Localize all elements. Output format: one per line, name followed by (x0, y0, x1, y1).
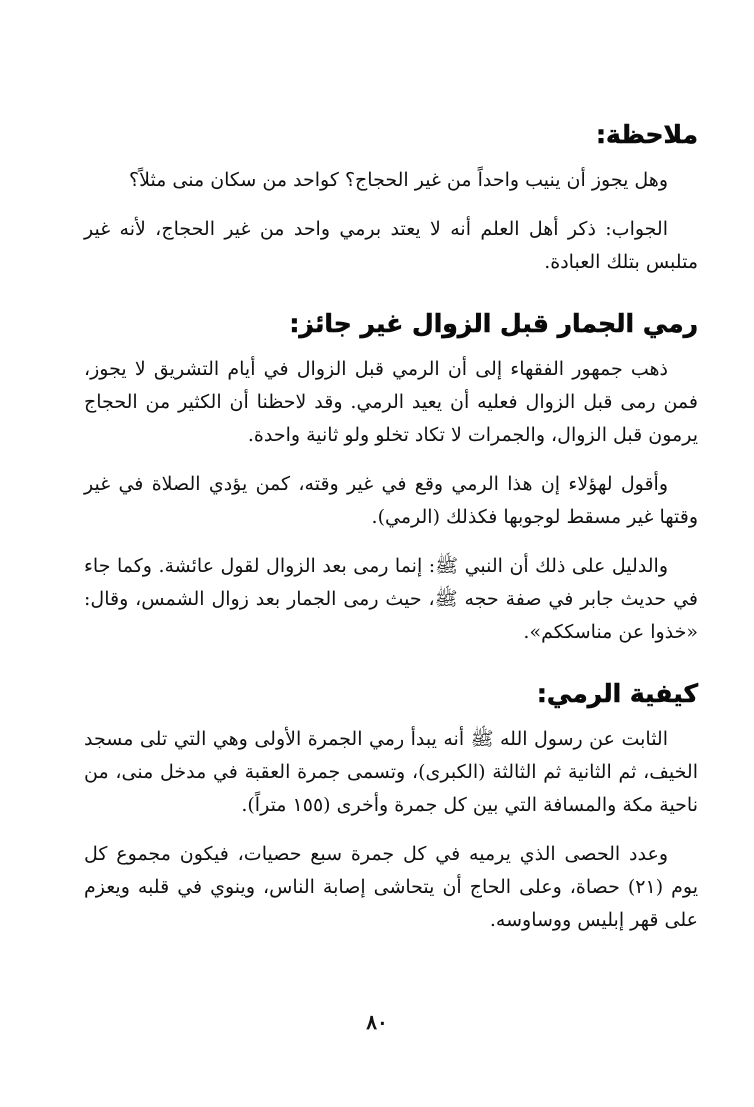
section-heading: ملاحظة: (596, 120, 698, 149)
paragraph: الجواب: ذكر أهل العلم أنه لا يعتد برمي واحد من غير الحجاج، لأنه غير متلبس بتلك العبادة. (84, 218, 698, 273)
page-body (84, 118, 698, 953)
section-stoning-method (84, 677, 698, 937)
paragraph: وأقول لهؤلاء إن هذا الرمي وقع في غير وقته، كمن يؤدي الصلاة في غير وقتها غير مسقط لوجوبها فكذلك (الرمي). (84, 473, 698, 528)
paragraph: وعدد الحصى الذي يرميه في كل جمرة سبع حصيات، فيكون مجموع كل يوم (٢١) حصاة، وعلى الحاج أن يتحاشى إصابة الناس، وينوي في قلبه ويعزم على قهر إبليس ووساوسه. (84, 843, 698, 931)
section-heading: كيفية الرمي: (536, 679, 698, 708)
section-stoning-before-noon (84, 307, 698, 649)
section-note (84, 118, 698, 279)
page-number: ٨٠ (366, 1010, 388, 1034)
section-heading: رمي الجمار قبل الزوال غير جائز: (289, 309, 698, 338)
paragraph: وهل يجوز أن ينيب واحداً من غير الحجاج؟ كواحد من سكان منى مثلاً؟ (129, 169, 668, 191)
paragraph: الثابت عن رسول الله ﷺ أنه يبدأ رمي الجمرة الأولى وهي التي تلى مسجد الخيف، ثم الثانية ثم الثالثة (الكبرى)، وتسمى جمرة العقبة في مدخل منى، من ناحية مكة والمسافة التي بين كل جمرة وأخرى (١٥٥ متراً). (84, 728, 698, 816)
paragraph: ذهب جمهور الفقهاء إلى أن الرمي قبل الزوال في أيام التشريق لا يجوز، فمن رمى قبل الزوال فعليه أن يعيد الرمي. وقد لاحظنا أن الكثير من الحجاج يرمون قبل الزوال، والجمرات لا تكاد تخلو ولو ثانية واحدة. (84, 358, 698, 446)
paragraph: والدليل على ذلك أن النبي ﷺ: إنما رمى بعد الزوال لقول عائشة. وكما جاء في حديث جابر في صفة حجه ﷺ، حيث رمى الجمار بعد زوال الشمس، وقال: «خذوا عن مناسككم». (84, 555, 698, 643)
